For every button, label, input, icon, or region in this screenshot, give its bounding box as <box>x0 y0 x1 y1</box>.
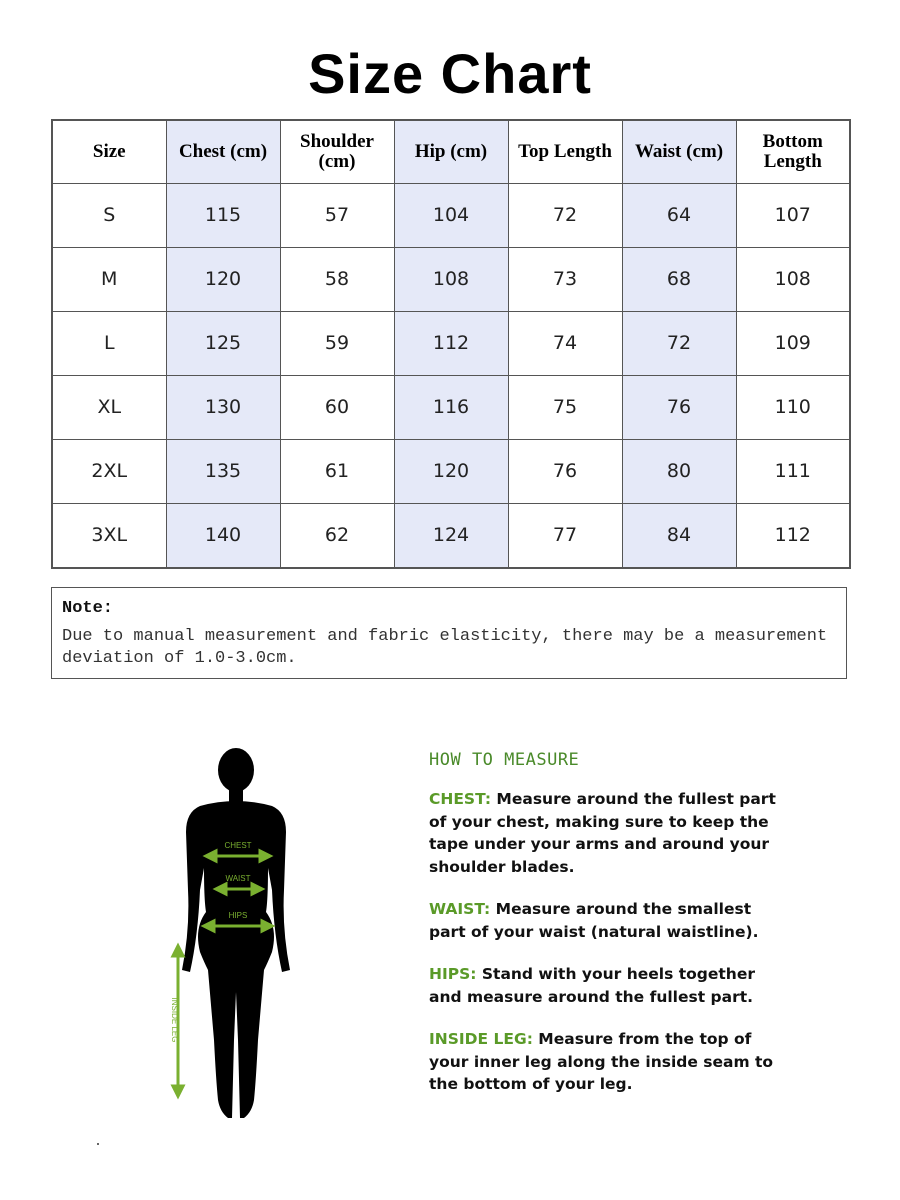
table-cell: 130 <box>166 375 280 439</box>
table-cell: 135 <box>166 439 280 503</box>
note-text: Due to manual measurement and fabric elasticity, there may be a measurement deviation of 1.0-3.0cm. <box>62 627 828 668</box>
table-cell: 68 <box>622 247 736 311</box>
waist-marker-label: WAIST <box>225 874 251 883</box>
table-cell: 74 <box>508 311 622 375</box>
table-cell: 120 <box>394 439 508 503</box>
howto-text: Measure from the top of your inner leg along the inside seam to the bottom of your leg. <box>429 1030 774 1093</box>
note-box <box>51 587 847 679</box>
body-silhouette-figure <box>140 740 330 1130</box>
table-cell: 3XL <box>52 503 166 568</box>
silhouette <box>182 748 290 1118</box>
table-cell: L <box>52 311 166 375</box>
header-top-length: Top Length <box>508 120 622 184</box>
header-chest: Chest (cm) <box>166 120 280 184</box>
hips-marker-label: HIPS <box>228 911 248 920</box>
how-to-measure-heading: HOW TO MEASURE <box>429 750 580 770</box>
table-cell: 107 <box>736 184 850 248</box>
howto-label: CHEST: <box>429 790 492 808</box>
header-size: Size <box>52 120 166 184</box>
table-cell: 72 <box>622 311 736 375</box>
table-row <box>52 503 850 568</box>
table-cell: 110 <box>736 375 850 439</box>
header-shoulder: Shoulder (cm) <box>280 120 394 184</box>
table-cell: 59 <box>280 311 394 375</box>
table-cell: 104 <box>394 184 508 248</box>
howto-label: INSIDE LEG: <box>429 1030 533 1048</box>
table-cell: 75 <box>508 375 622 439</box>
table-cell: 125 <box>166 311 280 375</box>
table-cell: 84 <box>622 503 736 568</box>
table-cell: 77 <box>508 503 622 568</box>
table-cell: 2XL <box>52 439 166 503</box>
page-title: Size Chart <box>308 42 592 105</box>
howto-text: Measure around the smallest part of your waist (natural waistline). <box>429 900 759 941</box>
chest-marker-label: CHEST <box>224 841 252 850</box>
header-bottom-length: Bottom Length <box>736 120 850 184</box>
stray-dot <box>97 1143 99 1145</box>
table-cell: 140 <box>166 503 280 568</box>
howto-label: WAIST: <box>429 900 491 918</box>
table-row <box>52 311 850 375</box>
howto-item-hips <box>429 963 789 1008</box>
table-cell: 120 <box>166 247 280 311</box>
table-cell: 57 <box>280 184 394 248</box>
table-cell: 112 <box>394 311 508 375</box>
table-row <box>52 247 850 311</box>
table-cell: 64 <box>622 184 736 248</box>
how-to-measure <box>429 750 789 1116</box>
size-table <box>51 119 851 569</box>
table-cell: 109 <box>736 311 850 375</box>
table-cell: 112 <box>736 503 850 568</box>
table-row <box>52 375 850 439</box>
table-cell: 72 <box>508 184 622 248</box>
table-row <box>52 439 850 503</box>
note-title: Note: <box>62 599 114 618</box>
table-cell: 76 <box>508 439 622 503</box>
table-cell: 80 <box>622 439 736 503</box>
table-cell: M <box>52 247 166 311</box>
howto-item-waist <box>429 898 789 943</box>
table-row <box>52 184 850 248</box>
howto-item-chest <box>429 788 789 878</box>
table-cell: 62 <box>280 503 394 568</box>
table-cell: 108 <box>394 247 508 311</box>
table-cell: 111 <box>736 439 850 503</box>
howto-text: Measure around the fullest part of your chest, making sure to keep the tape under your arms and around your shoulder blades. <box>429 790 776 876</box>
table-cell: 58 <box>280 247 394 311</box>
howto-label: HIPS: <box>429 965 477 983</box>
table-cell: 73 <box>508 247 622 311</box>
table-cell: S <box>52 184 166 248</box>
table-cell: XL <box>52 375 166 439</box>
inside-leg-marker-label: INSIDE LEG <box>170 997 179 1043</box>
table-cell: 116 <box>394 375 508 439</box>
table-header-row <box>52 120 850 184</box>
howto-text: Stand with your heels together and measure around the fullest part. <box>429 965 755 1006</box>
table-cell: 124 <box>394 503 508 568</box>
table-cell: 76 <box>622 375 736 439</box>
header-hip: Hip (cm) <box>394 120 508 184</box>
table-cell: 61 <box>280 439 394 503</box>
table-cell: 108 <box>736 247 850 311</box>
table-cell: 115 <box>166 184 280 248</box>
howto-item-inside-leg <box>429 1028 789 1096</box>
header-waist: Waist (cm) <box>622 120 736 184</box>
table-cell: 60 <box>280 375 394 439</box>
